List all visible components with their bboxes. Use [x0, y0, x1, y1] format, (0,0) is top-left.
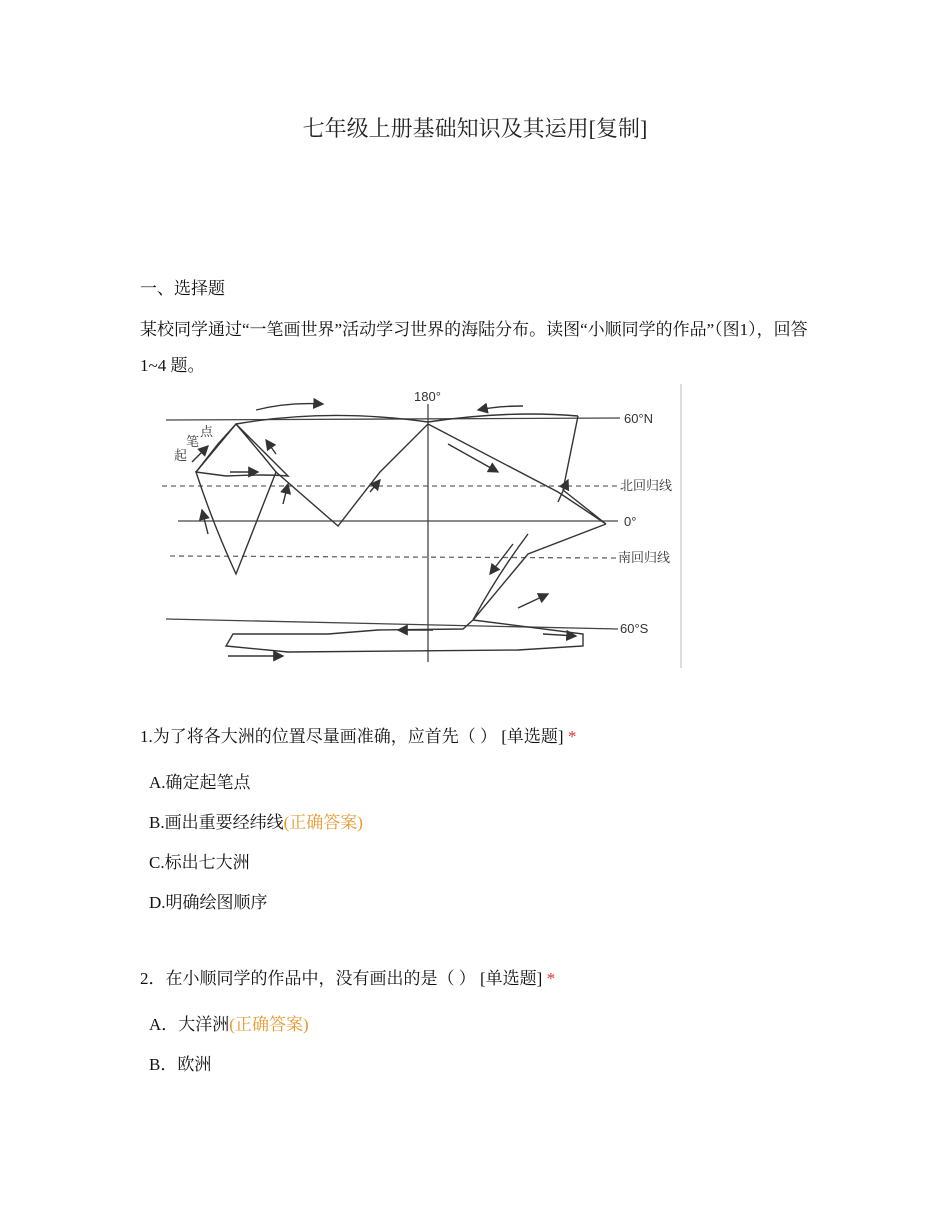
q2-option-b[interactable]	[149, 1050, 211, 1075]
question-2-text: 2．在小顺同学的作品中，没有画出的是（ ）	[140, 969, 476, 988]
outline-america-south	[276, 424, 428, 526]
q1-option-a[interactable]	[149, 768, 251, 793]
label-start-1: 起	[174, 448, 188, 463]
label-60s: 60°S	[620, 621, 649, 636]
option-text: B.画出重要经纬线	[149, 813, 284, 832]
q1-option-d[interactable]	[149, 888, 268, 913]
lat-line-60s	[166, 619, 618, 629]
outline-eurasia	[428, 416, 606, 524]
section-heading: 一、选择题	[140, 279, 225, 298]
question-1-type: [单选题]	[501, 727, 564, 746]
arrow-top-left	[256, 404, 323, 410]
q1-option-c[interactable]	[149, 848, 250, 873]
outline-america	[196, 424, 288, 574]
option-text: C.标出七大洲	[149, 853, 250, 872]
intro-paragraph: 某校同学通过“一笔画世界”活动学习世界的海陆分布。读图“小顺同学的作品”（图1），回答 1~4 题。	[140, 320, 808, 375]
label-180: 180°	[414, 389, 441, 404]
option-text: A.确定起笔点	[149, 773, 251, 792]
option-text: D.明确绘图顺序	[149, 893, 268, 912]
option-text: B．欧洲	[149, 1055, 212, 1074]
arrow-up-mid	[283, 484, 288, 504]
label-60n: 60°N	[624, 411, 654, 426]
label-start-2: 笔	[186, 434, 200, 449]
label-equator: 0°	[624, 514, 637, 529]
correct-answer-mark: (正确答案)	[229, 1015, 309, 1034]
arrow-right-up	[558, 480, 568, 502]
question-2	[140, 964, 555, 989]
figure-1	[158, 384, 684, 668]
world-sketch-diagram	[158, 384, 684, 668]
arrow-top-right	[478, 406, 523, 410]
correct-answer-mark: (正确答案)	[283, 813, 363, 832]
outline-africa	[473, 524, 606, 620]
required-marker: *	[567, 727, 577, 746]
label-tropic-capricorn: 南回归线	[618, 550, 671, 565]
q2-option-a[interactable]	[149, 1010, 309, 1035]
lat-line-tropic-capricorn	[170, 556, 618, 558]
q1-option-b[interactable]	[149, 808, 363, 833]
arrow-africa-up	[518, 594, 548, 608]
label-tropic-cancer: 北回归线	[620, 478, 673, 493]
arrow-down-left	[202, 510, 208, 534]
question-1	[140, 722, 576, 747]
label-start-3: 点	[200, 424, 214, 439]
document-title: 七年级上册基础知识及其运用[复制]	[302, 116, 648, 141]
arrow-up-left	[266, 440, 276, 454]
option-text: A．大洋洲	[149, 1015, 230, 1034]
question-1-text: 1.为了将各大洲的位置尽量画准确，应首先（ ）	[140, 727, 497, 746]
arrow-antarctic-right	[543, 634, 576, 636]
required-marker: *	[546, 969, 556, 988]
question-2-type: [单选题]	[480, 969, 543, 988]
